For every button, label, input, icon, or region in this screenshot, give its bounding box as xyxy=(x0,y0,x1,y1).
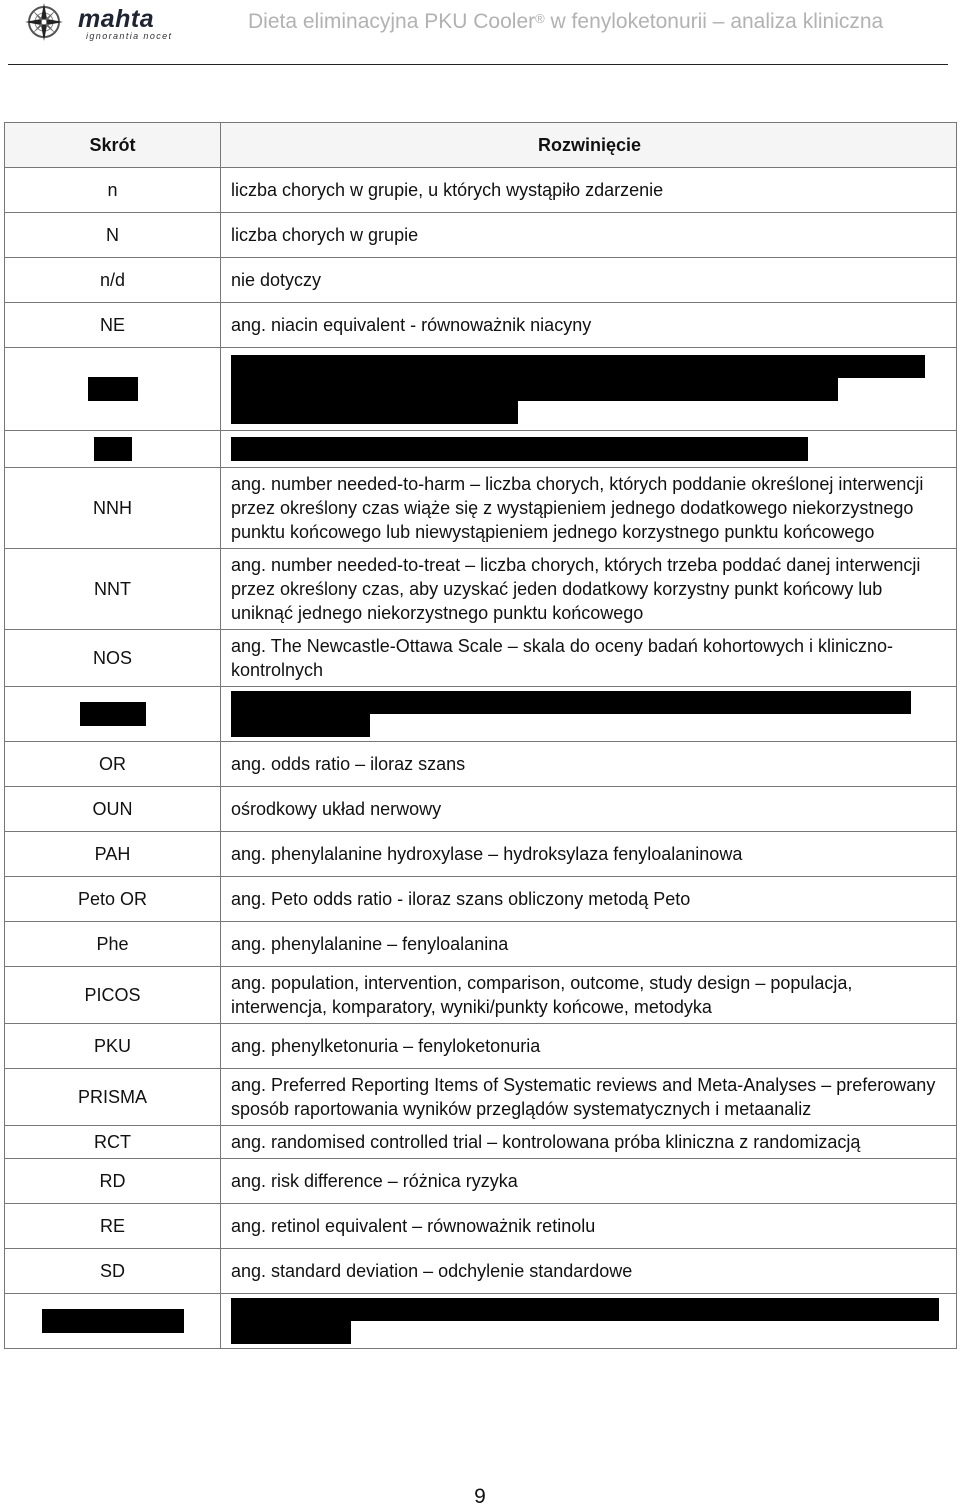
table-row xyxy=(5,303,957,348)
expansion-cell: ang. population, intervention, comparison, outcome, study design – populacja, interwencja, komparatory, wyniki/punkty końcowe, metodyka xyxy=(221,967,957,1024)
abbreviation-cell: PRISMA xyxy=(5,1069,221,1126)
redaction-bar xyxy=(231,378,838,401)
table-row xyxy=(5,213,957,258)
registered-mark: ® xyxy=(535,11,545,26)
abbreviation-cell: PKU xyxy=(5,1024,221,1069)
document-title xyxy=(248,8,883,36)
title-part-2: w fenyloketonurii – analiza kliniczna xyxy=(544,10,884,33)
abbreviation-cell: OR xyxy=(5,742,221,787)
table-row xyxy=(5,877,957,922)
table-row xyxy=(5,1069,957,1126)
table-row xyxy=(5,1024,957,1069)
expansion-cell: ang. risk difference – różnica ryzyka xyxy=(221,1159,957,1204)
expansion-cell: nie dotyczy xyxy=(221,258,957,303)
redaction-bar xyxy=(231,355,925,378)
table-row-redacted xyxy=(5,348,957,431)
redaction-bar xyxy=(231,1298,939,1321)
table-row xyxy=(5,1204,957,1249)
table-row xyxy=(5,787,957,832)
redaction-bar xyxy=(231,437,808,461)
table-row xyxy=(5,258,957,303)
table-row-redacted xyxy=(5,1294,957,1349)
expansion-cell: ośrodkowy układ nerwowy xyxy=(221,787,957,832)
expansion-cell: ang. odds ratio – iloraz szans xyxy=(221,742,957,787)
abbreviation-cell: RCT xyxy=(5,1126,221,1159)
abbreviation-cell: RD xyxy=(5,1159,221,1204)
abbreviation-cell: Phe xyxy=(5,922,221,967)
compass-icon xyxy=(24,2,64,42)
page-number: 9 xyxy=(474,1485,486,1508)
expansion-cell: ang. randomised controlled trial – kontrolowana próba kliniczna z randomizacją xyxy=(221,1126,957,1159)
expansion-cell: ang. niacin equivalent - równoważnik niacyny xyxy=(221,303,957,348)
expansion-cell: ang. number needed-to-treat – liczba chorych, których trzeba poddać danej interwencji przez określony czas, aby uzyskać jeden dodatkowy korzystny punkt końcowy lub uniknąć jednego niekorzystnego punktu końcowego xyxy=(221,549,957,630)
expansion-cell: ang. number needed-to-harm – liczba chorych, których poddanie określonej interwencji przez określony czas wiąże się z wystąpieniem jednego dodatkowego niekorzystnego punktu końcowego lub niewystąpieniem jednego korzystnego punktu końcowego xyxy=(221,468,957,549)
expansion-cell: ang. The Newcastle-Ottawa Scale – skala do oceny badań kohortowych i kliniczno-kontrolnych xyxy=(221,630,957,687)
abbreviation-cell: SD xyxy=(5,1249,221,1294)
table-row xyxy=(5,832,957,877)
expansion-cell: ang. standard deviation – odchylenie standardowe xyxy=(221,1249,957,1294)
redacted-abbreviation-cell xyxy=(5,1294,221,1349)
table-row-redacted xyxy=(5,687,957,742)
expansion-cell: ang. phenylalanine hydroxylase – hydroksylaza fenyloalaninowa xyxy=(221,832,957,877)
expansion-cell: ang. Peto odds ratio - iloraz szans obliczony metodą Peto xyxy=(221,877,957,922)
abbreviation-cell: NE xyxy=(5,303,221,348)
abbreviation-cell: NNT xyxy=(5,549,221,630)
abbreviation-cell: OUN xyxy=(5,787,221,832)
expansion-cell: ang. phenylalanine – fenyloalanina xyxy=(221,922,957,967)
redaction-bar xyxy=(231,401,518,424)
redaction-bar xyxy=(231,1321,351,1344)
expansion-cell: liczba chorych w grupie xyxy=(221,213,957,258)
table-row xyxy=(5,630,957,687)
abbreviation-cell: PICOS xyxy=(5,967,221,1024)
redaction-bar xyxy=(88,377,138,401)
abbreviation-cell: Peto OR xyxy=(5,877,221,922)
table-row xyxy=(5,922,957,967)
table-row xyxy=(5,168,957,213)
abbreviation-cell: n/d xyxy=(5,258,221,303)
redacted-abbreviation-cell xyxy=(5,431,221,468)
abbreviation-cell: PAH xyxy=(5,832,221,877)
redaction-bar xyxy=(94,437,132,461)
redacted-expansion-cell xyxy=(221,348,957,431)
redacted-abbreviation-cell xyxy=(5,687,221,742)
logo-tagline: ignorantia nocet xyxy=(86,31,173,41)
header-divider xyxy=(8,64,948,65)
redacted-expansion-cell xyxy=(221,1294,957,1349)
expansion-cell: ang. phenylketonuria – fenyloketonuria xyxy=(221,1024,957,1069)
abbreviation-cell: RE xyxy=(5,1204,221,1249)
table-row xyxy=(5,967,957,1024)
redacted-expansion-cell xyxy=(221,687,957,742)
expansion-cell: ang. Preferred Reporting Items of Systematic reviews and Meta-Analyses – preferowany sposób raportowania wyników przeglądów systematycznych i metaanaliz xyxy=(221,1069,957,1126)
column-header-expansion: Rozwinięcie xyxy=(221,123,957,168)
table-row xyxy=(5,1159,957,1204)
table-row xyxy=(5,1249,957,1294)
abbreviation-cell: n xyxy=(5,168,221,213)
expansion-cell: liczba chorych w grupie, u których wystąpiło zdarzenie xyxy=(221,168,957,213)
title-part-1: Dieta eliminacyjna PKU Cooler xyxy=(248,10,536,33)
redaction-bar xyxy=(42,1309,184,1333)
abbreviation-cell: N xyxy=(5,213,221,258)
expansion-cell: ang. retinol equivalent – równoważnik retinolu xyxy=(221,1204,957,1249)
table-header-row xyxy=(5,123,957,168)
redacted-expansion-cell xyxy=(221,431,957,468)
table-row xyxy=(5,549,957,630)
table-row-redacted xyxy=(5,431,957,468)
abbreviation-cell: NOS xyxy=(5,630,221,687)
table-row xyxy=(5,1126,957,1159)
abbreviations-table xyxy=(4,122,957,1349)
redaction-bar xyxy=(231,691,911,714)
redaction-bar xyxy=(80,702,146,726)
logo-wordmark: mahta xyxy=(78,5,155,33)
abbreviation-cell: NNH xyxy=(5,468,221,549)
redaction-bar xyxy=(231,714,370,737)
mahta-logo xyxy=(24,2,194,42)
table-row xyxy=(5,742,957,787)
redacted-abbreviation-cell xyxy=(5,348,221,431)
table-row xyxy=(5,468,957,549)
column-header-abbreviation: Skrót xyxy=(5,123,221,168)
page-header xyxy=(0,0,960,68)
